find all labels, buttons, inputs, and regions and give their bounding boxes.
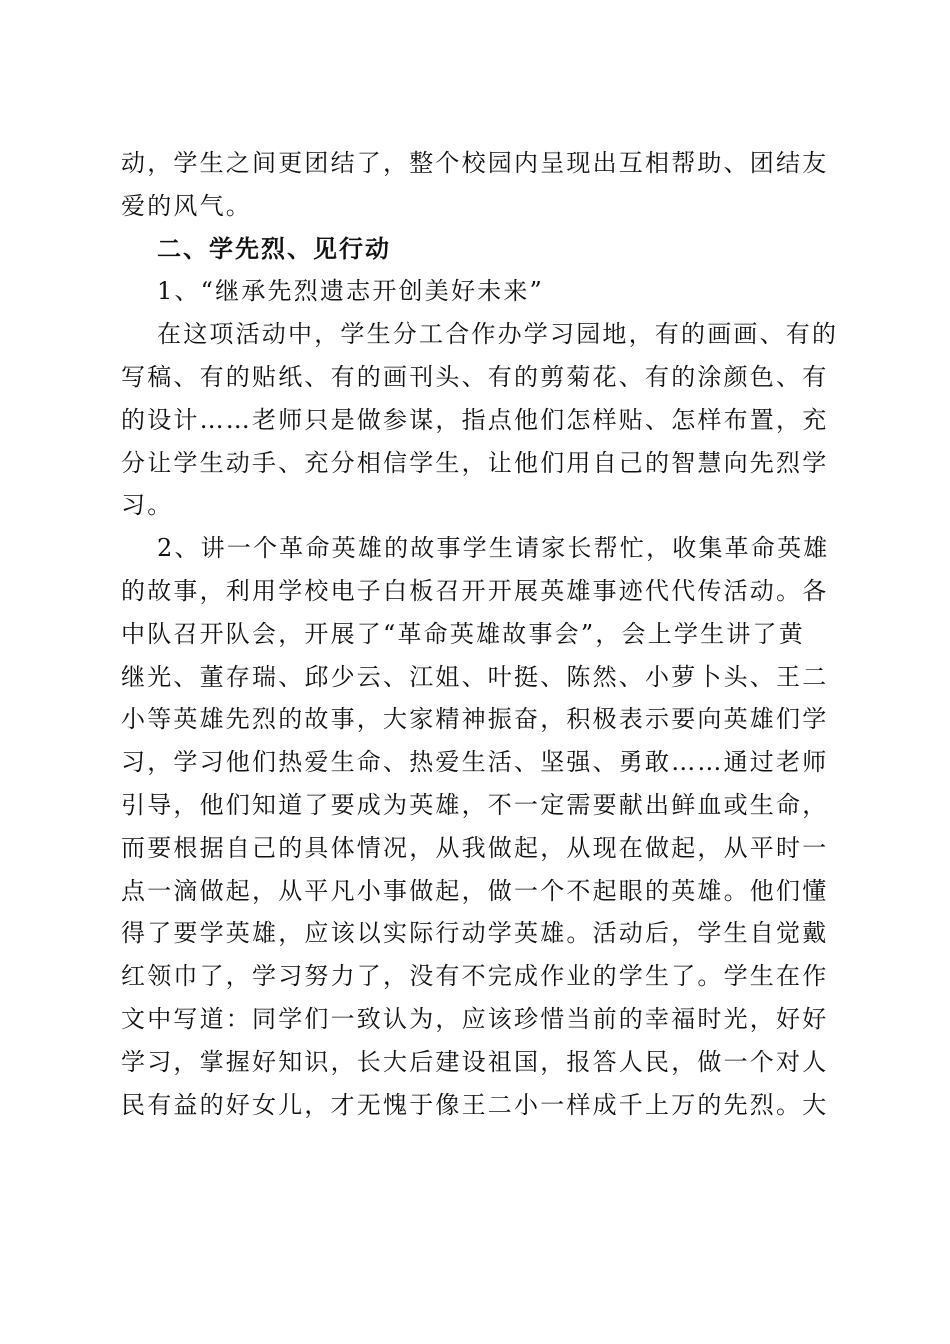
item2-line-7: 引导，他们知道了要成为英雄，不一定需要献出鲜血或生命， — [121, 790, 829, 819]
item2-line-3: 中队召开队会，开展了“革命英雄故事会”，会上学生讲了黄 — [121, 619, 805, 648]
item2-line-12: 文中写道：同学们一致认为，应该珍惜当前的幸福时光，好好 — [121, 1004, 829, 1033]
item2-line-4: 继光、董存瑞、邱少云、江姐、叶挺、陈然、小萝卜头、王二 — [121, 662, 829, 691]
section-heading: 二、学先烈、见行动 — [157, 234, 391, 263]
item2-line-14: 民有益的好女儿，才无愧于像王二小一样成千上万的先烈。大 — [121, 1090, 829, 1119]
item1-line-1: 在这项活动中，学生分工合作办学习园地，有的画画、有的 — [157, 320, 839, 349]
item2-line-9: 点一滴做起，从平凡小事做起，做一个不起眼的英雄。他们懂 — [121, 876, 829, 905]
item1-line-2: 写稿、有的贴纸、有的画刊头、有的剪菊花、有的涂颜色、有 — [121, 362, 829, 391]
carryover-line-1: 动，学生之间更团结了，整个校园内呈现出互相帮助、团结友 — [121, 149, 829, 177]
item2-line-2: 的故事，利用学校电子白板召开开展英雄事迹代代传活动。各 — [121, 576, 829, 605]
item2-line-11: 红领巾了，学习努力了，没有不完成作业的学生了。学生在作 — [121, 962, 829, 991]
item1-line-4: 分让学生动手、充分相信学生，让他们用自己的智慧向先烈学 — [121, 448, 829, 477]
item2-line-8: 而要根据自己的具体情况，从我做起，从现在做起，从平时一 — [121, 833, 829, 862]
item2-line-6: 习，学习他们热爱生命、热爱生活、坚强、勇敢……通过老师 — [121, 748, 829, 777]
item2-line-5: 小等英雄先烈的故事，大家精神振奋，积极表示要向英雄们学 — [121, 705, 829, 734]
item1-title: 1、“继承先烈遗志开创美好未来” — [157, 277, 545, 306]
item1-line-5: 习。 — [121, 491, 174, 520]
item2-line-13: 学习，掌握好知识，长大后建设祖国，报答人民，做一个对人 — [121, 1047, 829, 1076]
item2-line-10: 得了要学英雄，应该以实际行动学英雄。活动后，学生自觉戴 — [121, 919, 829, 948]
document-body — [121, 142, 839, 1126]
item2-line-1: 2、讲一个革命英雄的故事学生请家长帮忙，收集革命英雄 — [157, 534, 830, 563]
item1-line-3: 的设计……老师只是做参谋，指点他们怎样贴、怎样布置，充 — [121, 405, 829, 434]
carryover-line-2: 爱的风气。 — [121, 191, 252, 220]
